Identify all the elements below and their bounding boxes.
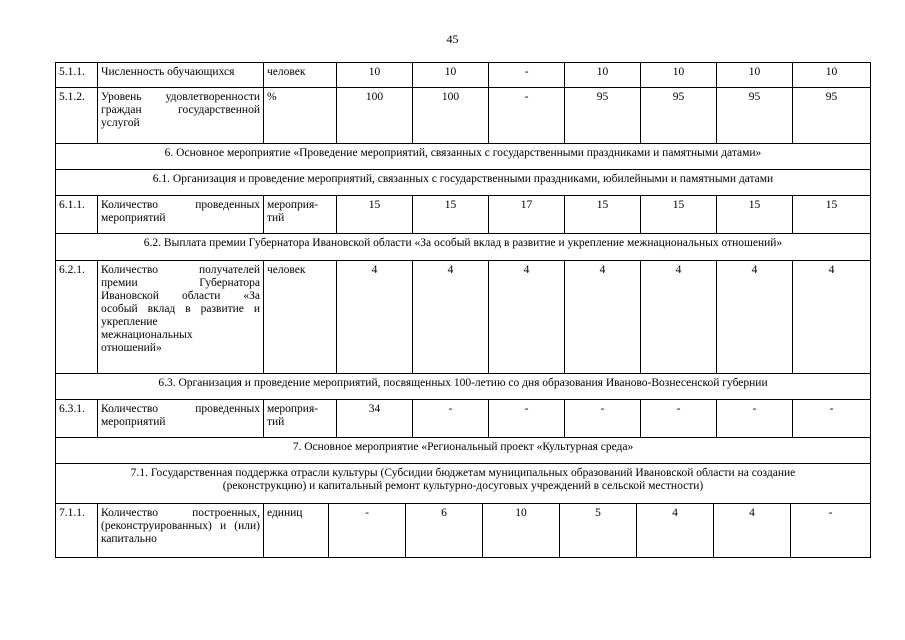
unit-line: мероприя-	[267, 199, 319, 211]
section-heading: 7. Основное мероприятие «Региональный проект «Культурная среда»	[56, 438, 871, 464]
value-cell: 100	[413, 88, 489, 144]
value-cell: -	[790, 504, 870, 557]
indicator-name-line: Ивановской области «За	[101, 290, 260, 302]
section-heading	[56, 464, 871, 504]
value-cell: 15	[793, 196, 871, 234]
value-cell: -	[489, 88, 565, 144]
indicator-name-line: капитально	[101, 533, 157, 545]
value-cell: 95	[793, 88, 871, 144]
indicator-name-line: особый вклад в развитие и	[101, 303, 260, 315]
table-row	[56, 400, 871, 438]
value-cell: 34	[337, 400, 413, 438]
shifted-values-group	[264, 504, 871, 558]
indicator-name-line: Количество проведенных	[101, 199, 260, 211]
section-heading: 6. Основное мероприятие «Проведение мероприятий, связанных с государственными праздниками и памятными датами»	[56, 144, 871, 170]
value-cell: 15	[565, 196, 641, 234]
unit	[264, 196, 337, 234]
value-cell: -	[413, 400, 489, 438]
section-heading: 6.2. Выплата премии Губернатора Ивановской области «За особый вклад в развитие и укрепление межнациональных отношений»	[56, 234, 871, 261]
section-row	[56, 170, 871, 196]
unit: человек	[264, 261, 337, 374]
value-cell: 4	[636, 504, 713, 557]
indicator-name-line: Количество получателей	[101, 264, 260, 276]
table-row	[56, 196, 871, 234]
value-cell: 95	[641, 88, 717, 144]
value-cell: 4	[413, 261, 489, 374]
value-cell: -	[793, 400, 871, 438]
value-cell: 15	[337, 196, 413, 234]
unit: единиц	[267, 507, 303, 519]
unit: человек	[264, 63, 337, 88]
section-heading: 6.1. Организация и проведение мероприятий, связанных с государственными праздниками, юбилейными и памятными датами	[56, 170, 871, 196]
row-number: 7.1.1.	[56, 504, 98, 558]
unit-line: тий	[267, 212, 285, 224]
value-cell: -	[717, 400, 793, 438]
row-number: 5.1.2.	[56, 88, 98, 144]
value-cell: 6	[405, 504, 482, 557]
unit-line: тий	[267, 416, 285, 428]
indicator-name-line: (реконструированных) и (или)	[101, 520, 260, 532]
table-row	[56, 88, 871, 144]
indicator-name-line: премии Губернатора	[101, 277, 260, 289]
value-cell: 4	[489, 261, 565, 374]
value-cell: -	[641, 400, 717, 438]
value-cell: 4	[337, 261, 413, 374]
value-cell: 10	[565, 63, 641, 88]
indicator-name-line: Количество построенных,	[101, 507, 260, 519]
row-number: 6.1.1.	[56, 196, 98, 234]
unit: %	[264, 88, 337, 144]
value-cell: 10	[793, 63, 871, 88]
indicator-name-line: мероприятий	[101, 212, 166, 224]
table-row	[56, 504, 871, 558]
indicator-name: Численность обучающихся	[98, 63, 264, 88]
row-number: 6.2.1.	[56, 261, 98, 374]
indicators-table	[55, 62, 871, 558]
value-cell: 10	[641, 63, 717, 88]
value-cell: 5	[559, 504, 636, 557]
value-cell: -	[489, 400, 565, 438]
indicator-name	[98, 261, 264, 374]
value-cell: 4	[565, 261, 641, 374]
section-row	[56, 438, 871, 464]
indicator-name-line: межнациональных	[101, 329, 193, 341]
value-cell: 95	[717, 88, 793, 144]
value-cell: 10	[337, 63, 413, 88]
value-cell: 4	[717, 261, 793, 374]
indicator-name-line: услугой	[101, 117, 140, 129]
unit-line: мероприя-	[267, 403, 319, 415]
value-cell: 15	[641, 196, 717, 234]
value-cell: 10	[717, 63, 793, 88]
row-number: 5.1.1.	[56, 63, 98, 88]
row-number: 6.3.1.	[56, 400, 98, 438]
indicator-name	[98, 400, 264, 438]
value-cell: 4	[713, 504, 790, 557]
indicator-name-line: Уровень удовлетворенности	[101, 91, 260, 103]
indicator-name-line: Количество проведенных	[101, 403, 260, 415]
indicator-name-line: граждан государственной	[101, 104, 260, 116]
value-cell: 10	[482, 504, 559, 557]
value-cell: -	[328, 504, 405, 557]
page-number: 45	[446, 32, 459, 46]
indicator-name	[98, 88, 264, 144]
value-cell: 15	[717, 196, 793, 234]
value-cell: 4	[641, 261, 717, 374]
indicator-name	[98, 196, 264, 234]
section-heading: 6.3. Организация и проведение мероприятий, посвященных 100-летию со дня образования Иваново-Вознесенской губернии	[56, 374, 871, 400]
section-row	[56, 374, 871, 400]
section-heading-line: 7.1. Государственная поддержка отрасли культуры (Субсидии бюджетам муниципальных образований Ивановской области на создание	[130, 467, 796, 479]
table-row	[56, 261, 871, 374]
table-row	[56, 63, 871, 88]
value-cell: -	[565, 400, 641, 438]
indicator-name-line: отношений»	[101, 342, 162, 354]
unit	[264, 400, 337, 438]
section-heading-line: (реконструкцию) и капитальный ремонт культурно-досуговых учреждений в сельской местности)	[222, 480, 704, 492]
section-row	[56, 464, 871, 504]
value-cell: -	[489, 63, 565, 88]
value-cell: 10	[413, 63, 489, 88]
section-row	[56, 144, 871, 170]
indicator-name-line: укрепление	[101, 316, 158, 328]
section-row	[56, 234, 871, 261]
indicator-name-line: мероприятий	[101, 416, 166, 428]
value-cell: 15	[413, 196, 489, 234]
value-cell: 100	[337, 88, 413, 144]
value-cell: 95	[565, 88, 641, 144]
indicator-name	[98, 504, 264, 558]
value-cell: 4	[793, 261, 871, 374]
value-cell: 17	[489, 196, 565, 234]
